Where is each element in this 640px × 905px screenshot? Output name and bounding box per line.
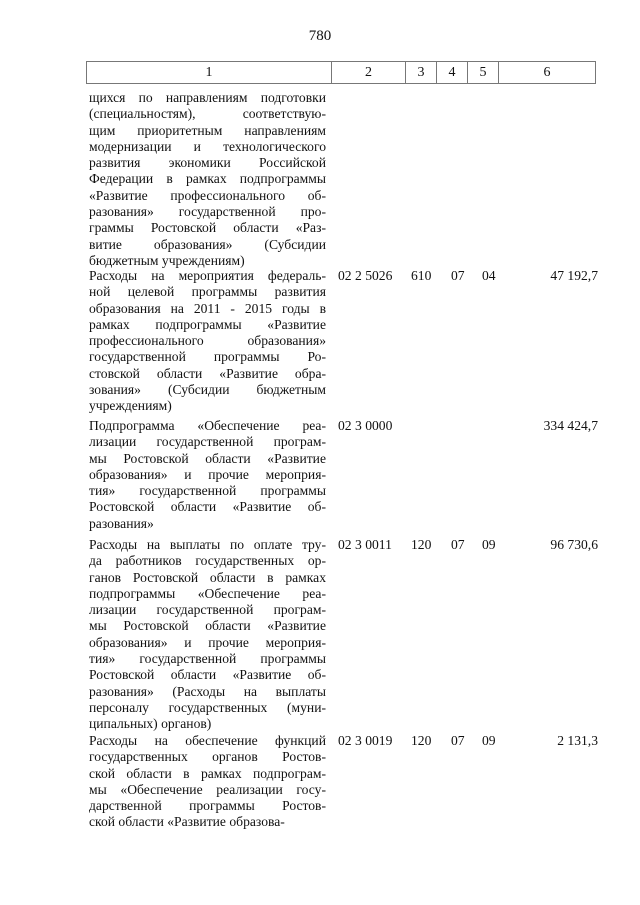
header-col-1: 1 xyxy=(87,62,332,84)
description-line: лизации государственной програм- xyxy=(89,602,326,618)
description-line: ципальных) органов) xyxy=(89,716,212,732)
section-code: 07 xyxy=(451,733,465,748)
amount: 2 131,3 xyxy=(557,733,598,748)
row-description xyxy=(89,537,326,733)
description-line: бюджетным учреждениям) xyxy=(89,252,245,268)
header-col-2: 2 xyxy=(332,62,406,84)
description-line: тия» государственной программы xyxy=(89,651,326,667)
description-line: тия» государственной программы xyxy=(89,483,326,499)
amount: 334 424,7 xyxy=(543,418,598,433)
description-line: витие образования» (Субсидии xyxy=(89,236,326,252)
description-line: Федерации в рамках подпрограммы xyxy=(89,171,326,187)
description-line: ганов Ростовской области в рамках xyxy=(89,569,326,585)
target-article-code: 02 3 0011 xyxy=(338,537,392,552)
description-line: Ростовской области «Развитие об- xyxy=(89,499,326,515)
row-description xyxy=(89,418,326,532)
description-line: учреждениям) xyxy=(89,398,172,414)
expense-type: 610 xyxy=(411,268,432,283)
expense-type: 120 xyxy=(411,733,432,748)
description-line: дарственной программы Ростов- xyxy=(89,798,326,814)
description-line: Подпрограмма «Обеспечение реа- xyxy=(89,418,326,433)
header-col-5: 5 xyxy=(468,62,499,84)
description-line: ной целевой программы развития xyxy=(89,284,326,300)
column-header-row xyxy=(87,62,596,84)
amount: 96 730,6 xyxy=(550,537,598,552)
description-line: образования» и прочие мероприя- xyxy=(89,634,326,650)
description-line: рамках подпрограммы «Развитие xyxy=(89,316,326,332)
description-line: государственной программы Ро- xyxy=(89,349,326,365)
description-line: разования» (Расходы на выплаты xyxy=(89,683,326,699)
column-header-table xyxy=(86,61,596,84)
target-article-code: 02 2 5026 xyxy=(338,268,393,283)
description-line: профессионального образования» xyxy=(89,333,326,349)
subsection-code: 09 xyxy=(482,733,496,748)
description-line: мы Ростовской области «Развитие xyxy=(89,618,326,634)
description-line: развития экономики Российской xyxy=(89,155,326,171)
description-line: Ростовской области «Развитие об- xyxy=(89,667,326,683)
description-line: (специальностям), соответствую- xyxy=(89,106,326,122)
section-code: 07 xyxy=(451,537,465,552)
description-line: Расходы на обеспечение функций xyxy=(89,733,326,748)
description-line: щим приоритетным направлениям xyxy=(89,122,326,138)
row-description xyxy=(89,733,326,831)
description-line: разования» государственной про- xyxy=(89,204,326,220)
description-line: государственных органов Ростов- xyxy=(89,749,326,765)
description-line: стовской области «Развитие обра- xyxy=(89,365,326,381)
description-line: щихся по направлениям подготовки xyxy=(89,90,326,105)
amount: 47 192,7 xyxy=(550,268,598,283)
target-article-code: 02 3 0000 xyxy=(338,418,393,433)
description-line: образования на 2011 - 2015 годы в xyxy=(89,300,326,316)
description-line: модернизации и технологического xyxy=(89,138,326,154)
description-line: «Развитие профессионального об- xyxy=(89,187,326,203)
row-description xyxy=(89,90,326,269)
row-description xyxy=(89,268,326,415)
section-code: 07 xyxy=(451,268,465,283)
subsection-code: 09 xyxy=(482,537,496,552)
description-line: ской области в рамках подпрограм- xyxy=(89,765,326,781)
header-col-6: 6 xyxy=(499,62,596,84)
description-line: лизации государственной програм- xyxy=(89,434,326,450)
description-line: образования» и прочие мероприя- xyxy=(89,466,326,482)
description-line: да работников государственных ор- xyxy=(89,553,326,569)
subsection-code: 04 xyxy=(482,268,496,283)
header-col-3: 3 xyxy=(406,62,437,84)
header-col-4: 4 xyxy=(437,62,468,84)
description-line: зования» (Субсидии бюджетным xyxy=(89,382,326,398)
description-line: граммы Ростовской области «Раз- xyxy=(89,220,326,236)
target-article-code: 02 3 0019 xyxy=(338,733,393,748)
description-line: персоналу государственных (муни- xyxy=(89,699,326,715)
description-line: мы Ростовской области «Развитие xyxy=(89,450,326,466)
description-line: мы «Обеспечение реализации госу- xyxy=(89,781,326,797)
description-line: Расходы на мероприятия федераль- xyxy=(89,268,326,283)
expense-type: 120 xyxy=(411,537,432,552)
description-line: подпрограммы «Обеспечение реа- xyxy=(89,585,326,601)
description-line: ской области «Развитие образова- xyxy=(89,814,285,830)
description-line: Расходы на выплаты по оплате тру- xyxy=(89,537,326,552)
page-number: 780 xyxy=(308,28,332,44)
description-line: разования» xyxy=(89,515,154,531)
